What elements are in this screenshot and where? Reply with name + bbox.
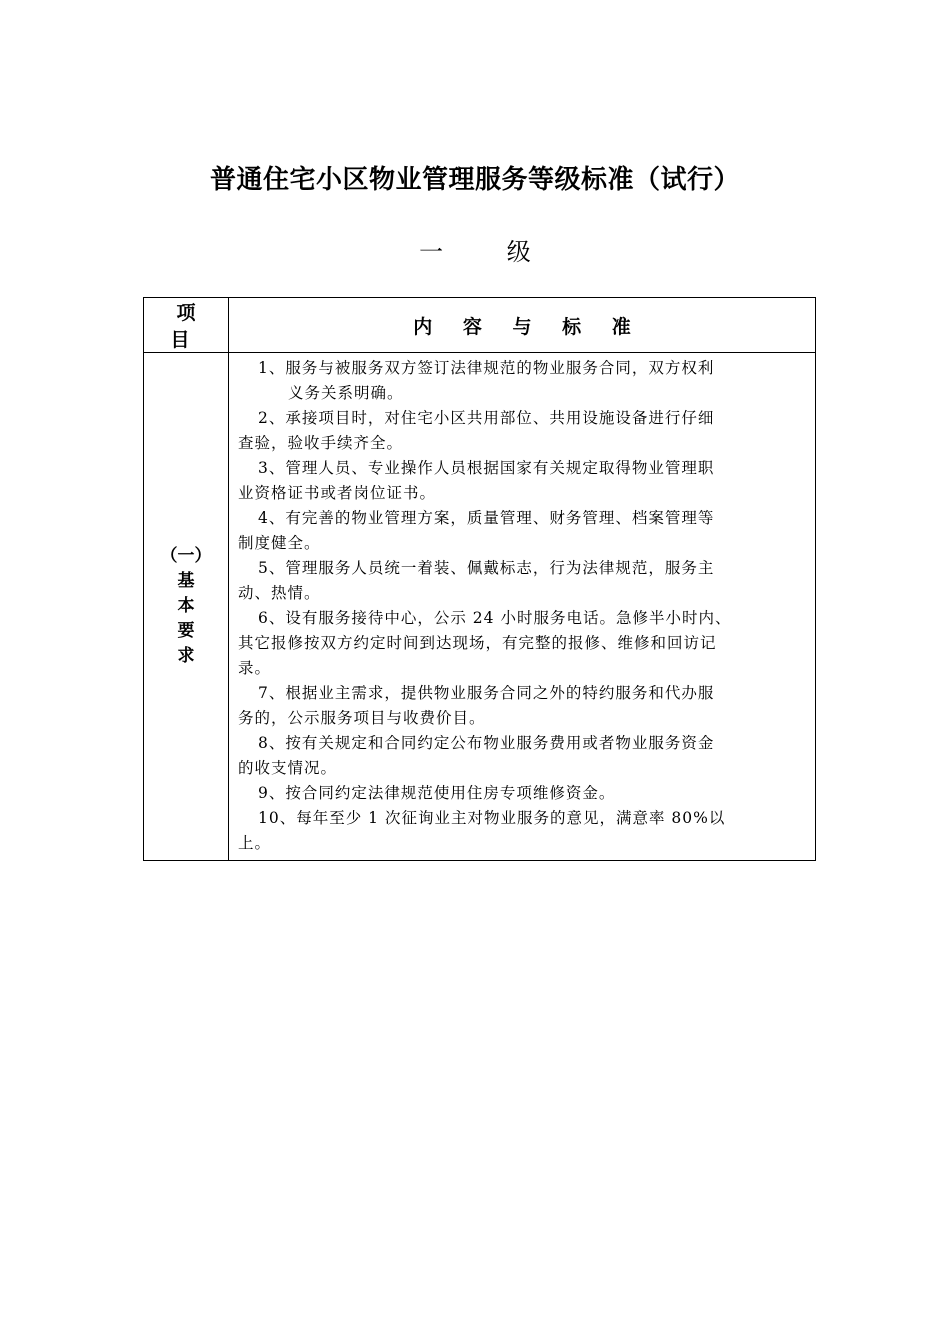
requirement-item: [238, 806, 799, 856]
requirement-text: 7、根据业主需求，提供物业服务合同之外的特约服务和代办服: [258, 684, 715, 702]
requirements-cell: [229, 353, 816, 861]
requirement-text: 的收支情况。: [238, 759, 338, 777]
level-heading: 一 级: [419, 238, 559, 266]
requirement-text: 1、服务与被服务双方签订法律规范的物业服务合同，双方权利: [258, 359, 715, 377]
table-row: [144, 353, 816, 861]
requirement-text: 9、按合同约定法律规范使用住房专项维修资金。: [258, 784, 616, 802]
requirement-text: 动、热情。: [238, 584, 321, 602]
requirement-item: [238, 681, 799, 731]
table-header-row: [144, 298, 816, 353]
requirement-text: 8、按有关规定和合同约定公布物业服务费用或者物业服务资金: [258, 734, 715, 752]
requirement-text: 录。: [238, 659, 272, 677]
requirement-text: 义务关系明确。: [288, 384, 404, 402]
requirement-text: 5、管理服务人员统一着装、佩戴标志，行为法律规范，服务主: [258, 559, 715, 577]
requirement-item: [238, 506, 799, 556]
section-label-number: （一）: [160, 546, 212, 566]
requirement-text: 上。: [238, 834, 272, 852]
requirement-item: [238, 356, 799, 406]
requirement-item: [238, 781, 799, 806]
document-title: 普通住宅小区物业管理服务等级标准（试行）: [209, 165, 740, 195]
requirement-item: [238, 406, 799, 456]
section-label-char: 求: [177, 646, 195, 666]
requirement-item: [238, 456, 799, 506]
header-content: 内 容 与 标 准: [229, 298, 816, 353]
section-label-cell: [144, 353, 229, 861]
requirement-item: [238, 606, 799, 681]
requirement-text: 2、承接项目时，对住宅小区共用部位、共用设施设备进行仔细: [258, 409, 715, 427]
requirement-text: 查验，验收手续齐全。: [238, 434, 404, 452]
standards-table: [143, 297, 816, 861]
requirement-text: 3、管理人员、专业操作人员根据国家有关规定取得物业管理职: [258, 459, 715, 477]
requirement-item: [238, 731, 799, 781]
requirement-text: 6、设有服务接待中心，公示 24 小时服务电话。急修半小时内、: [258, 609, 732, 627]
section-label-char: 要: [177, 621, 195, 641]
requirement-text: 其它报修按双方约定时间到达现场，有完整的报修、维修和回访记: [238, 634, 717, 652]
section-label-char: 本: [177, 596, 195, 616]
requirement-item: [238, 556, 799, 606]
section-label-char: 基: [177, 571, 195, 591]
requirement-text: 4、有完善的物业管理方案，质量管理、财务管理、档案管理等: [258, 509, 715, 527]
requirement-text: 制度健全。: [238, 534, 321, 552]
requirement-text: 10、每年至少 1 次征询业主对物业服务的意见，满意率 80%以: [258, 809, 726, 827]
requirement-text: 务的，公示服务项目与收费价目。: [238, 709, 486, 727]
header-item: 项 目: [144, 298, 229, 353]
requirement-text: 业资格证书或者岗位证书。: [238, 484, 437, 502]
